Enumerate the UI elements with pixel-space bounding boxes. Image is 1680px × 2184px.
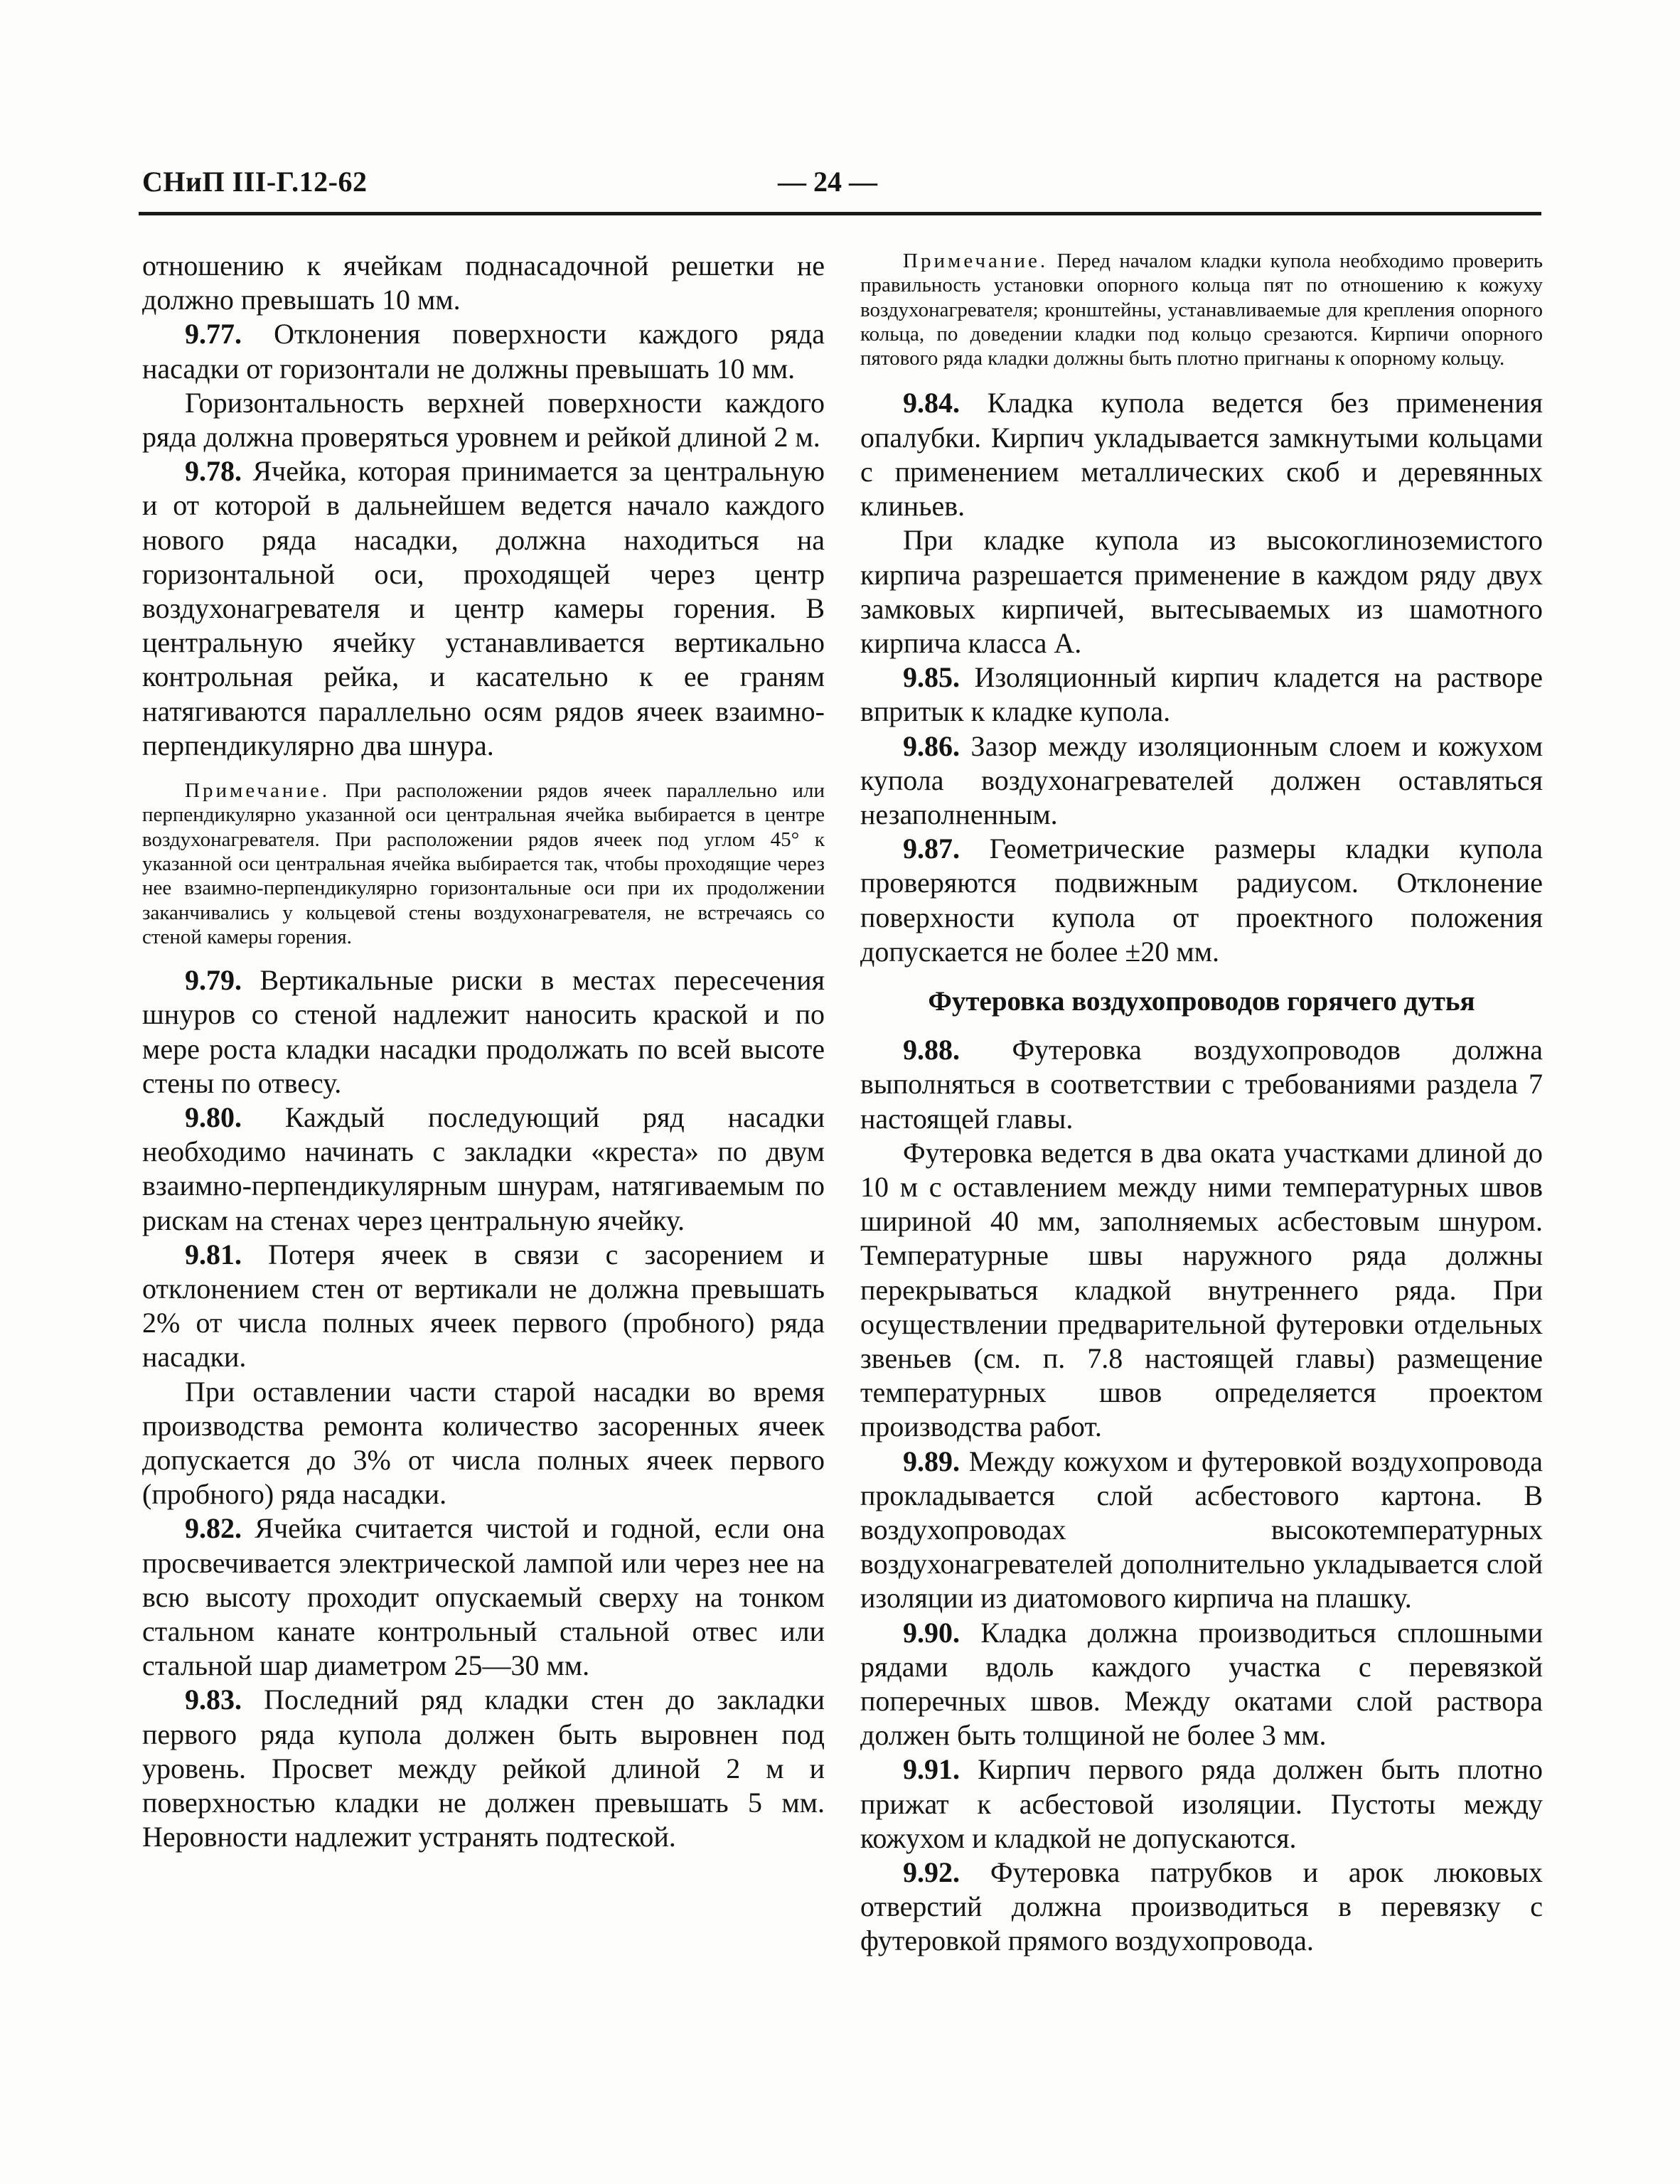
clause-number: 9.86.: [903, 729, 960, 762]
clause-text: Изоляционный кирпич кладется на растворе впритык к кладке купола.: [860, 661, 1543, 728]
clause-9-81: [142, 1238, 825, 1375]
clause-9-80: [142, 1101, 825, 1238]
clause-9-89: [860, 1445, 1543, 1616]
paragraph-continuation: отношению к ячейкам поднасадочной решетки не должно превышать 10 мм.: [142, 250, 825, 316]
clause-number: 9.91.: [903, 1753, 960, 1786]
clause-9-86: [860, 729, 1543, 833]
clause-text: Кладка должна производиться сплошными рядами вдоль каждого участка с перевязкой поперечных швов. Между окатами слой раствора должен быть толщиной не более 3 мм.: [860, 1616, 1543, 1752]
clause-text: Геометрические размеры кладки купола проверяются подвижным радиусом. Отклонение поверхности купола от проектного положения допускается не более ±20 мм.: [860, 833, 1543, 968]
clause-text: Кирпич первого ряда должен быть плотно прижат к асбестовой изоляции. Пустоты между кожухом и кладкой не допускаются.: [860, 1753, 1543, 1854]
clause-number: 9.89.: [903, 1445, 960, 1477]
clause-text: Каждый последующий ряд насадки необходимо начинать с закладки «креста» по двум взаимно-перпендикулярным шнурам, натягиваемым по рискам на стенах через центральную ячейку.: [142, 1101, 825, 1236]
note-9-83: [860, 249, 1543, 370]
clause-number: 9.92.: [903, 1856, 960, 1889]
page-header: [142, 165, 1541, 215]
note-text: Перед началом кладки купола необходимо проверить правильность установки опорного кольца пят по отношению к кожуху воздухонагревателя; кронштейны, устанавливаемые для крепления опорного кольца, по доведении кладки под кольцо срезаются. Кирпичи опорного пятового ряда кладки должны быть плотно пригнаны к опорному кольцу.: [860, 250, 1543, 370]
clause-number: 9.77.: [185, 318, 242, 350]
clause-9-90: [860, 1616, 1543, 1753]
clause-9-83: [142, 1683, 825, 1854]
note-text: При расположении рядов ячеек параллельно или перпендикулярно указанной оси центральная ячейка выбирается в центре воздухонагревателя. При расположении рядов ячеек под углом 45° к указанной оси центральная ячейка выбирается так, чтобы проходящие через нее взаимно-перпендикулярно горизонтальные оси при их продолжении заканчивались у кольцевой стены воздухонагревателя, не встречаясь со стеной камеры горения.: [142, 779, 825, 948]
header-rule: [139, 212, 1541, 215]
document-code: СНиП III-Г.12-62: [142, 166, 368, 198]
clause-text: Футеровка воздухопроводов должна выполняться в соответствии с требованиями раздела 7 настоящей главы.: [860, 1034, 1543, 1135]
note-label: Примечание.: [903, 250, 1049, 272]
clause-text: Футеровка патрубков и арок люковых отверстий должна производиться в перевязку с футеровкой прямого воздухопровода.: [860, 1856, 1543, 1957]
clause-text: Вертикальные риски в местах пересечения шнуров со стеной надлежит наносить краской и по мере роста кладки насадки продолжать по всей высоте стены по отвесу.: [142, 964, 825, 1099]
clause-9-79: [142, 963, 825, 1101]
clause-text: Ячейка, которая принимается за центральную и от которой в дальнейшем ведется начало каждого нового ряда насадки, должна находиться на горизонтальной оси, проходящей через центр воздухонагревателя и центр камеры горения. В центральную ячейку устанавливается вертикально контрольная рейка, и касательно к ее граням натягиваются параллельно осям рядов ячеек взаимно-перпендикулярно два шнура.: [142, 455, 825, 761]
clause-text: Зазор между изоляционным слоем и кожухом купола воздухонагревателей должен оставляться незаполненным.: [860, 729, 1543, 830]
clause-text: Потеря ячеек в связи с засорением и отклонением стен от вертикали не должна превышать 2% от числа полных ячеек первого (пробного) ряда насадки.: [142, 1238, 825, 1374]
clause-number: 9.84.: [903, 387, 960, 419]
clause-text: Между кожухом и футеровкой воздухопровода прокладывается слой асбестового картона. В воздухопроводах высокотемпературных воздухонагревателей дополнительно укладывается слой изоляции из диатомового кирпича на плашку.: [860, 1445, 1543, 1615]
clause-9-87: [860, 832, 1543, 969]
clause-9-84: [860, 386, 1543, 523]
clause-number: 9.85.: [903, 661, 960, 694]
clause-9-81-b: При оставлении части старой насадки во время производства ремонта количество засоренных ячеек допускается до 3% от числа полных ячеек первого (пробного) ряда насадки.: [142, 1375, 825, 1511]
clause-number: 9.82.: [185, 1512, 242, 1545]
clause-text: Отклонения поверхности каждого ряда насадки от горизонтали не должны превышать 10 мм.: [142, 318, 825, 385]
section-title: Футеровка воздухопроводов горячего дутья: [928, 985, 1475, 1017]
clause-9-85: [860, 660, 1543, 729]
clause-number: 9.81.: [185, 1238, 242, 1270]
clause-9-77-b: Горизонтальность верхней поверхности каждого ряда должна проверяться уровнем и рейкой длиной 2 м.: [142, 386, 825, 454]
clause-text: Кладка купола ведется без применения опалубки. Кирпич укладывается замкнутыми кольцами с применением металлических скоб и деревянных клиньев.: [860, 387, 1543, 523]
clause-number: 9.79.: [185, 964, 242, 997]
clause-text: Последний ряд кладки стен до закладки первого ряда купола должен быть выровнен под уровень. Просвет между рейкой длиной 2 м и поверхностью кладки не должен превышать 5 мм. Неровности надлежит устранять подтеской.: [142, 1684, 825, 1853]
clause-number: 9.90.: [903, 1616, 960, 1649]
right-column: [860, 249, 1543, 1959]
page-number: — 24 —: [778, 166, 877, 198]
note-label: Примечание.: [185, 779, 331, 803]
clause-text: Ячейка считается чистой и годной, если она просвечивается электрической лампой или через нее на всю высоту проходит опускаемый сверху на тонком стальном канате контрольный стальной отвес или стальной шар диаметром 25—30 мм.: [142, 1512, 825, 1682]
clause-number: 9.80.: [185, 1101, 242, 1133]
clause-number: 9.78.: [185, 455, 242, 488]
clause-number: 9.88.: [903, 1034, 960, 1066]
clause-9-88-b: Футеровка ведется в два оката участками длиной до 10 м с оставлением между ними температурных швов шириной 40 мм, заполняемых асбестовым шнуром. Температурные швы наружного ряда должны перекрываться кладкой внутреннего ряда. При осуществлении предварительной футеровки отдельных звеньев (см. п. 7.8 настоящей главы) размещение температурных швов определяется проектом производства работ.: [860, 1136, 1543, 1443]
clause-number: 9.87.: [903, 833, 960, 865]
clause-9-84-b: При кладке купола из высокоглиноземистого кирпича разрешается применение в каждом ряду двух замковых кирпичей, вытесываемых из шамотного кирпича класса А.: [860, 524, 1543, 659]
clause-9-77: [142, 317, 825, 385]
clause-9-88: [860, 1033, 1543, 1136]
clause-9-78: [142, 454, 825, 763]
clause-9-91: [860, 1752, 1543, 1856]
left-column: [142, 249, 825, 1854]
clause-9-82: [142, 1511, 825, 1683]
clause-number: 9.83.: [185, 1684, 242, 1716]
clause-9-92: [860, 1856, 1543, 1959]
note-9-78: [142, 778, 825, 949]
